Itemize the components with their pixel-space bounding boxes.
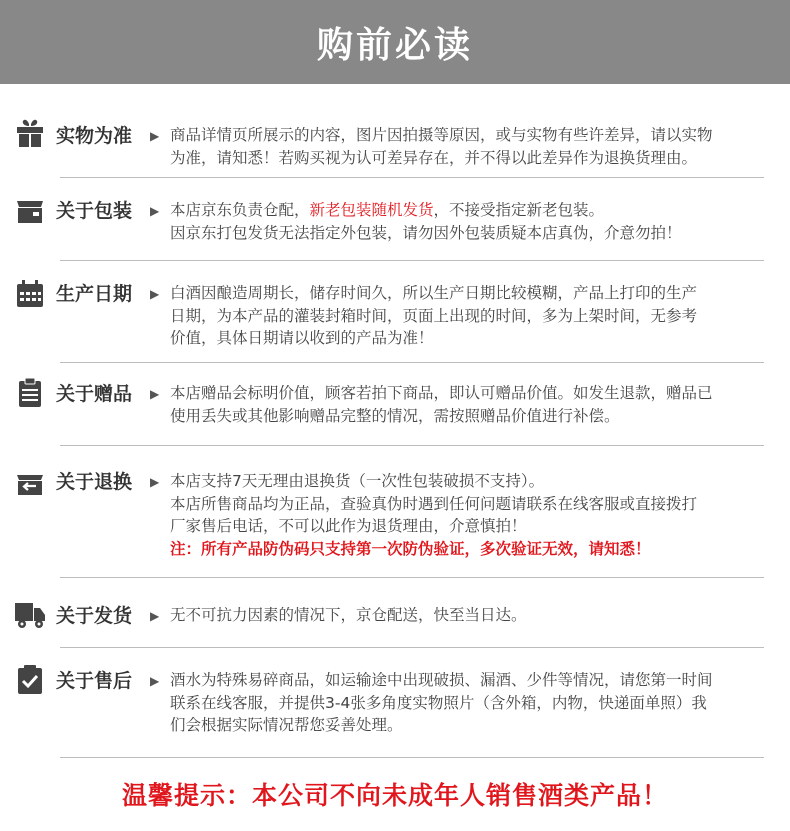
section-title: 关于包装 <box>56 200 133 222</box>
arrow-icon: ▶ <box>150 129 160 143</box>
section-title: 关于发货 <box>56 605 133 627</box>
gift-icon <box>14 116 46 148</box>
section-title: 关于赠品 <box>56 383 133 405</box>
divider <box>60 757 764 758</box>
package-icon <box>14 195 46 227</box>
arrow-icon: ▶ <box>150 475 160 489</box>
arrow-icon: ▶ <box>150 287 160 301</box>
arrow-icon: ▶ <box>150 674 160 688</box>
divider <box>60 260 764 261</box>
section-title: 生产日期 <box>56 283 133 305</box>
truck-icon <box>14 598 46 630</box>
clipboard-icon <box>14 377 46 409</box>
divider <box>60 445 764 446</box>
arrow-icon: ▶ <box>150 387 160 401</box>
calendar-icon <box>14 278 46 310</box>
section-body: 本店赠品会标明价值，顾客若拍下商品，即认可赠品价值。如发生退款，赠品已 使用丢失或其他影响赠品完整的情况，需按照赠品价值进行补偿。 <box>170 384 713 425</box>
checklist-icon <box>14 664 46 696</box>
divider <box>60 647 764 648</box>
section-body: 商品详情页所展示的内容，图片因拍摄等原因，或与实物有些许差异，请以实物 为准，请知悉！若购买视为认可差异存在，并不得以此差异作为退换货理由。 <box>170 126 713 167</box>
arrow-icon: ▶ <box>150 609 160 623</box>
section-body: 本店支持7天无理由退换货（一次性包装破损不支持）。 本店所售商品均为正品，查验真伪时遇到任何问题请联系在线客服或直接拨打 厂家售后电话，不可以此作为退货理由，介意慎拍！ 注：所有产品防伪码只支持第一次防伪验证，多次验证无效，请知悉！ <box>170 470 770 560</box>
section-body: 本店京东负责仓配，新老包装随机发货，不接受指定新老包装。 因京东打包发货无法指定外包装，请勿因外包装质疑本店真伪，介意勿拍！ <box>170 201 682 242</box>
section-body: 无不可抗力因素的情况下，京仓配送，快至当日达。 <box>170 606 527 624</box>
highlight-text: 新老包装随机发货 <box>309 201 434 219</box>
header-banner <box>0 0 790 84</box>
footer-notice: 温馨提示：本公司不向未成年人销售酒类产品！ <box>121 781 668 810</box>
section-title: 关于售后 <box>56 670 133 692</box>
divider <box>60 362 764 363</box>
divider <box>60 177 764 178</box>
section-body: 酒水为特殊易碎商品，如运输途中出现破损、漏酒、少件等情况，请您第一时间 联系在线客服，并提供3-4张多角度实物照片（含外箱，内物，快递面单照）我 们会根据实际情况帮您妥善处理。 <box>170 671 713 734</box>
section-title: 关于退换 <box>56 471 133 493</box>
arrow-icon: ▶ <box>150 204 160 218</box>
section-body: 白酒因酿造周期长，储存时间久，所以生产日期比较模糊，产品上打印的生产 日期，为本产品的灌装封箱时间，页面上出现的时间，多为上架时间，无参考 价值，具体日期请以收到的产品为准！ <box>170 284 698 347</box>
return-box-icon <box>14 467 46 499</box>
divider <box>60 577 764 578</box>
section-title: 实物为准 <box>56 125 133 147</box>
page-title: 购前必读 <box>316 24 473 66</box>
warning-note: 注：所有产品防伪码只支持第一次防伪验证，多次验证无效，请知悉！ <box>170 539 651 558</box>
